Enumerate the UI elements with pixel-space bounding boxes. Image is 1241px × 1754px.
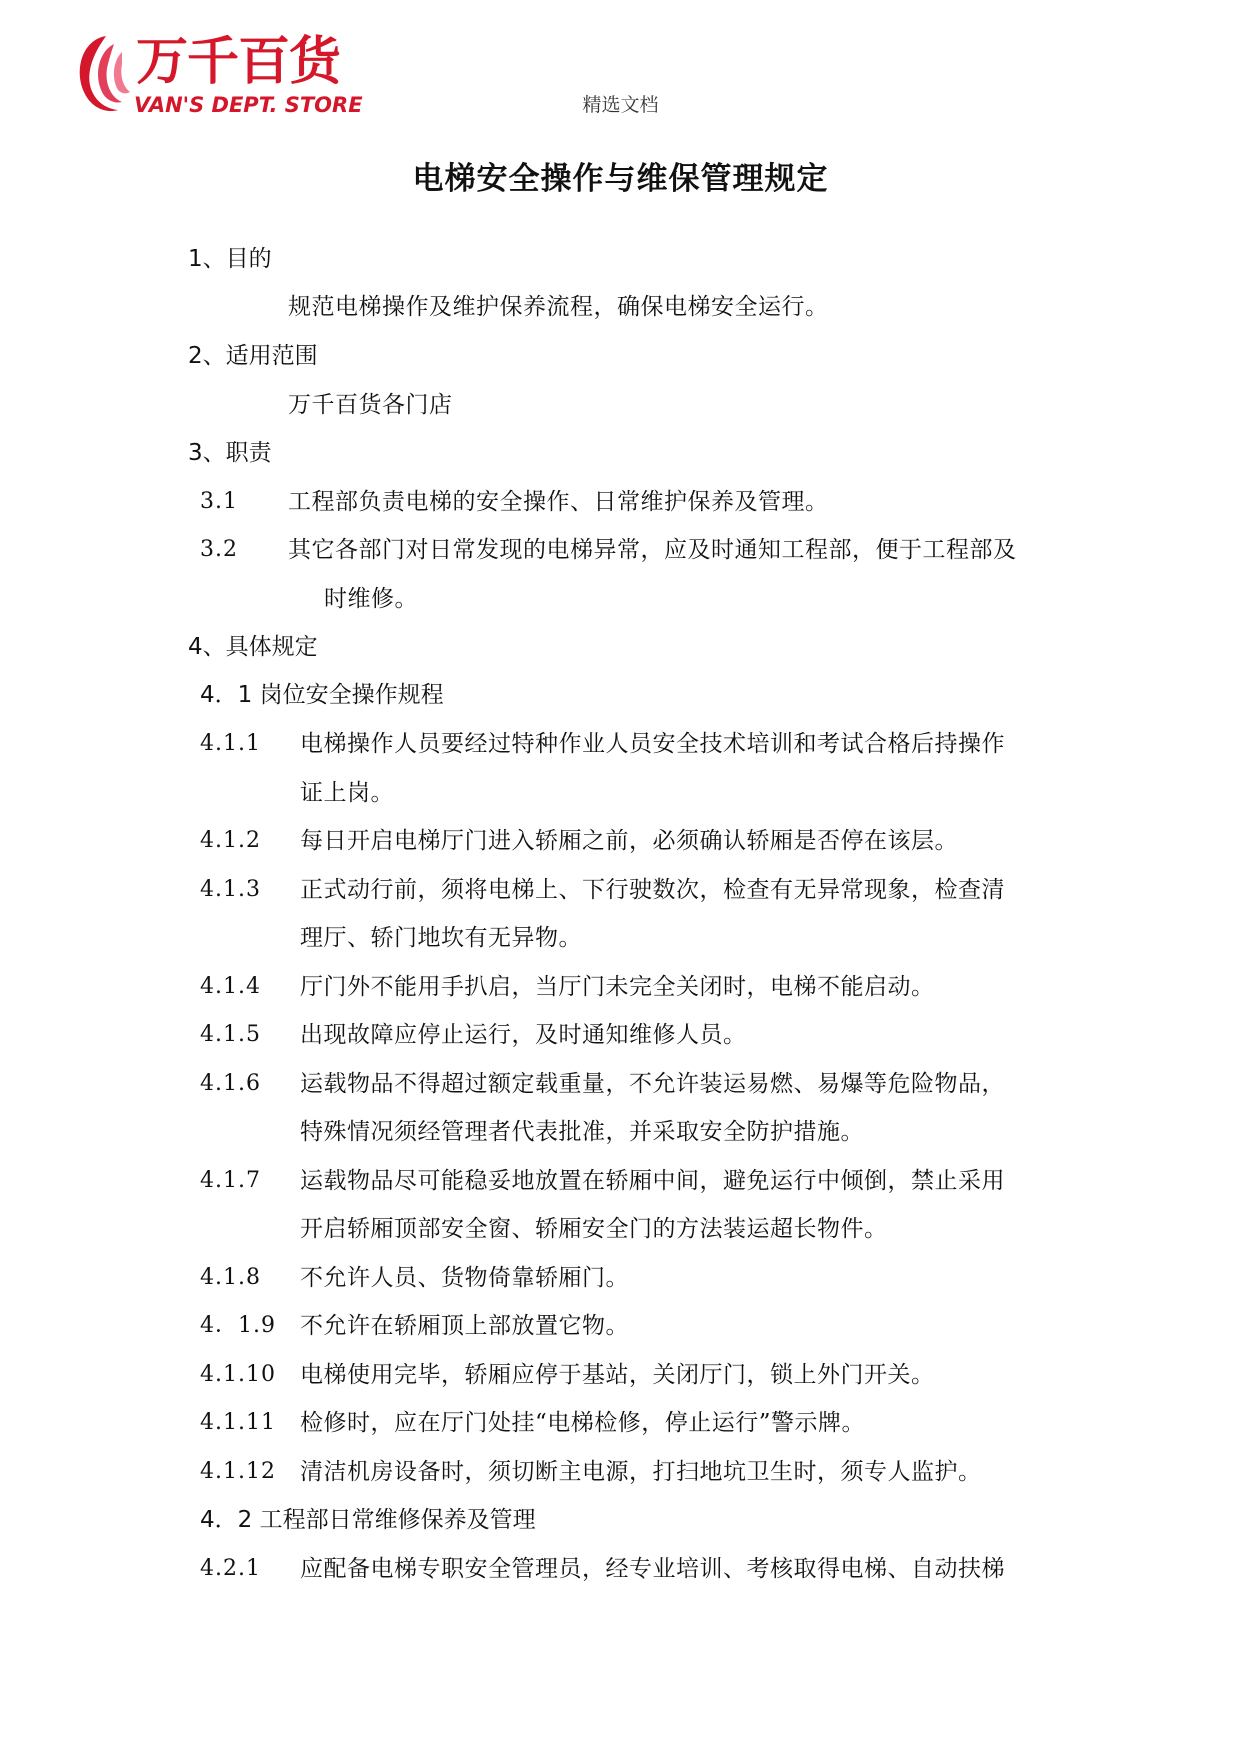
- item-text-continued: 开启轿厢顶部安全窗、轿厢安全门的方法装运超长物件。: [300, 1216, 888, 1242]
- item-text: 运载物品不得超过额定载重量，不允许装运易燃、易爆等危险物品，: [300, 1071, 1005, 1097]
- item-text: 运载物品尽可能稳妥地放置在轿厢中间，避免运行中倾倒，禁止采用: [300, 1168, 1005, 1194]
- item-text: 电梯使用完毕，轿厢应停于基站，关闭厅门，锁上外门开关。: [300, 1362, 935, 1388]
- item-text-continued: 时维修。: [324, 586, 418, 612]
- item-number: 3.1: [200, 489, 238, 514]
- item-text-continued: 证上岗。: [300, 780, 394, 806]
- item-number: 4.1.5: [200, 1022, 261, 1047]
- item-text: 出现故障应停止运行，及时通知维修人员。: [300, 1022, 747, 1048]
- item-text: 工程部负责电梯的安全操作、日常维护保养及管理。: [288, 489, 829, 515]
- logo-chinese-text: 万千百货: [136, 32, 341, 92]
- item-number: 4.1.3: [200, 877, 261, 902]
- item-number: 4．1.9: [200, 1313, 276, 1338]
- item-text-continued: 理厅、轿门地坎有无异物。: [300, 925, 582, 951]
- item-number: 4.1.2: [200, 828, 261, 853]
- subsection-heading-operation: 4．1 岗位安全操作规程: [200, 682, 444, 708]
- item-number: 4.1.4: [200, 974, 261, 999]
- section-heading-duties: 3、职责: [188, 440, 272, 466]
- document-title: 电梯安全操作与维保管理规定: [412, 161, 829, 197]
- section-text-scope: 万千百货各门店: [288, 392, 453, 418]
- item-text: 其它各部门对日常发现的电梯异常，应及时通知工程部，便于工程部及: [288, 537, 1017, 563]
- item-text: 不允许在轿厢顶上部放置它物。: [300, 1313, 629, 1339]
- item-text-continued: 特殊情况须经管理者代表批准，并采取安全防护措施。: [300, 1119, 864, 1145]
- item-number: 4.1.6: [200, 1071, 261, 1096]
- item-text: 每日开启电梯厅门进入轿厢之前，必须确认轿厢是否停在该层。: [300, 828, 958, 854]
- section-heading-purpose: 1、目的: [188, 246, 272, 272]
- item-text: 正式动行前，须将电梯上、下行驶数次，检查有无异常现象，检查清: [300, 877, 1005, 903]
- section-heading-scope: 2、适用范围: [188, 343, 318, 369]
- item-number: 4.1.11: [200, 1410, 276, 1435]
- item-number: 4.1.8: [200, 1265, 261, 1290]
- item-text: 不允许人员、货物倚靠轿厢门。: [300, 1265, 629, 1291]
- item-text: 厅门外不能用手扒启，当厅门未完全关闭时，电梯不能启动。: [300, 974, 935, 1000]
- item-number: 4.1.1: [200, 731, 261, 756]
- item-text: 应配备电梯专职安全管理员，经专业培训、考核取得电梯、自动扶梯: [300, 1556, 1005, 1582]
- item-number: 3.2: [200, 537, 238, 562]
- subsection-heading-maintenance: 4．2 工程部日常维修保养及管理: [200, 1507, 536, 1533]
- item-number: 4.2.1: [200, 1556, 261, 1581]
- item-text: 电梯操作人员要经过特种作业人员安全技术培训和考试合格后持操作: [300, 731, 1005, 757]
- item-text: 检修时，应在厅门处挂“电梯检修，停止运行”警示牌。: [300, 1410, 866, 1436]
- item-number: 4.1.12: [200, 1459, 276, 1484]
- item-text: 清洁机房设备时，须切断主电源，打扫地坑卫生时，须专人监护。: [300, 1459, 982, 1485]
- section-heading-regulations: 4、具体规定: [188, 634, 318, 660]
- item-number: 4.1.10: [200, 1362, 276, 1387]
- logo-english-text: VAN'S DEPT. STORE: [134, 93, 363, 117]
- header-label: 精选文档: [582, 94, 659, 116]
- section-text-purpose: 规范电梯操作及维护保养流程，确保电梯安全运行。: [288, 294, 829, 320]
- item-number: 4.1.7: [200, 1168, 261, 1193]
